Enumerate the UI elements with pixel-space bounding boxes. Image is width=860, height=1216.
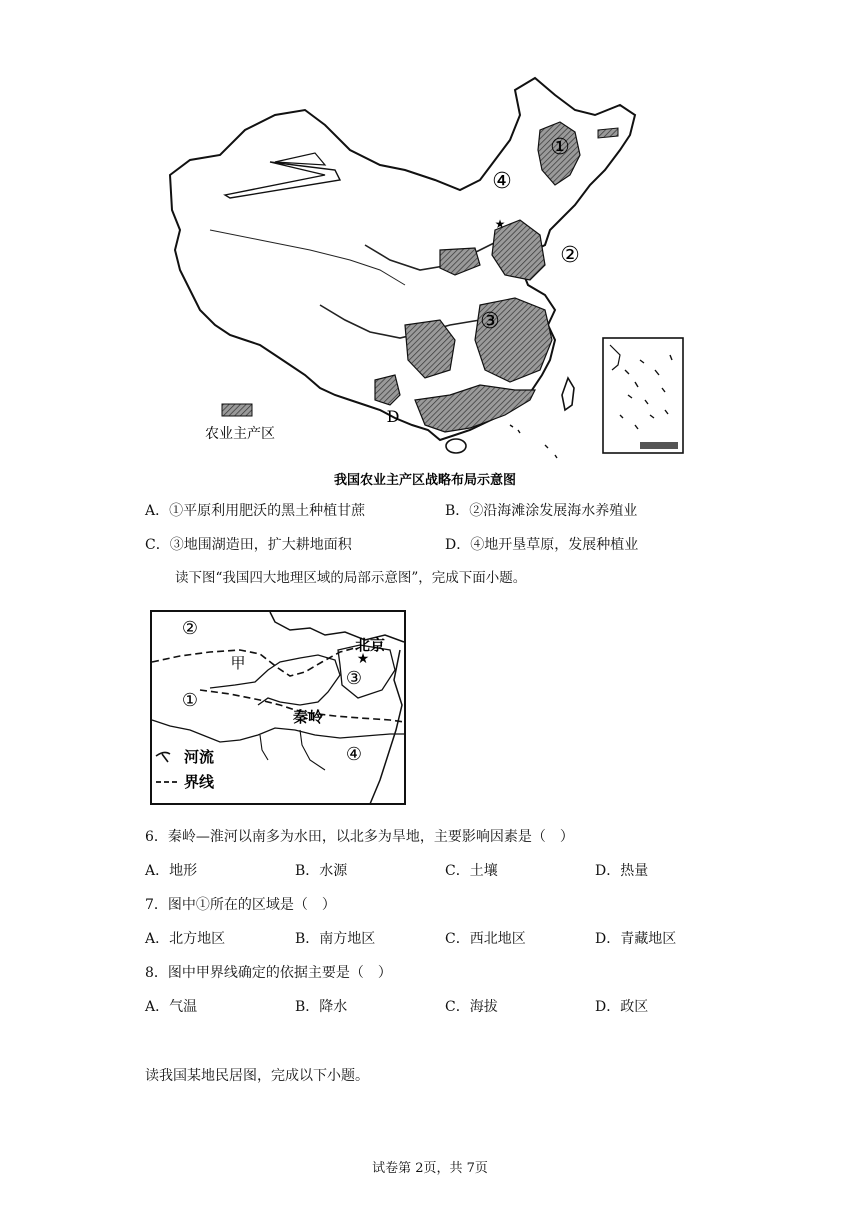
qinling-label: 秦岭 bbox=[292, 708, 324, 726]
legend-label: 农业主产区 bbox=[205, 426, 275, 442]
region-3-label: ③ bbox=[345, 668, 363, 689]
production-area-south bbox=[415, 385, 535, 432]
q8-option-a: A．气温 bbox=[145, 999, 198, 1015]
intro-residence: 读我国某地民居图，完成以下小题。 bbox=[145, 1068, 369, 1084]
q6-option-b: B．水源 bbox=[295, 863, 348, 879]
q5-option-a: A．①平原利用肥沃的黑土种植甘蔗 bbox=[145, 503, 366, 519]
svg-text:★: ★ bbox=[356, 651, 370, 667]
q7-option-a: A．北方地区 bbox=[145, 931, 226, 947]
q5-option-b: B．②沿海滩涂发展海水养殖业 bbox=[445, 503, 638, 519]
marker-1: ① bbox=[550, 135, 570, 160]
production-area-sichuan bbox=[405, 320, 455, 378]
question-8-stem: 8．图中甲界线确定的依据主要是（ ） bbox=[145, 965, 392, 981]
marker-3: ③ bbox=[480, 309, 500, 334]
region-4-label: ④ bbox=[345, 744, 363, 765]
q8-option-c: C．海拔 bbox=[445, 999, 498, 1015]
letter-d: D bbox=[386, 407, 400, 426]
q6-option-d: D．热量 bbox=[595, 863, 649, 879]
region-1-label: ① bbox=[181, 690, 199, 711]
q6-option-c: C．土壤 bbox=[445, 863, 498, 879]
legend-swatch bbox=[222, 404, 252, 416]
intro-map2: 读下图“我国四大地理区域的局部示意图”，完成下面小题。 bbox=[175, 570, 527, 586]
q5-option-d: D．④地开垦草原，发展种植业 bbox=[445, 537, 639, 553]
beijing-label: 北京 bbox=[354, 636, 386, 654]
production-area-hetao bbox=[440, 248, 480, 275]
q7-option-b: B．南方地区 bbox=[295, 931, 376, 947]
svg-text:★: ★ bbox=[494, 217, 506, 231]
jia-label: 甲 bbox=[230, 654, 246, 672]
q8-option-d: D．政区 bbox=[595, 999, 649, 1015]
south-china-sea-inset bbox=[603, 338, 683, 453]
q6-option-a: A．地形 bbox=[145, 863, 198, 879]
production-area-yunnan bbox=[375, 375, 400, 405]
china-agriculture-map bbox=[150, 70, 700, 490]
marker-2: ② bbox=[560, 243, 580, 268]
legend-river: 河流 bbox=[184, 748, 215, 766]
q5-option-c: C．③地围湖造田，扩大耕地面积 bbox=[145, 537, 352, 553]
legend-boundary: 界线 bbox=[184, 773, 215, 791]
question-6-stem: 6．秦岭—淮河以南多为水田，以北多为旱地，主要影响因素是（ ） bbox=[145, 829, 574, 845]
map1-caption: 我国农业主产区战略布局示意图 bbox=[333, 473, 517, 488]
marker-4: ④ bbox=[492, 169, 512, 194]
q7-option-c: C．西北地区 bbox=[445, 931, 526, 947]
page-footer: 试卷第 2页，共 7页 bbox=[372, 1161, 488, 1176]
four-regions-map bbox=[150, 610, 406, 806]
q7-option-d: D．青藏地区 bbox=[595, 931, 677, 947]
region-2-label: ② bbox=[181, 618, 199, 639]
question-7-stem: 7．图中①所在的区域是（ ） bbox=[145, 897, 336, 913]
q8-option-b: B．降水 bbox=[295, 999, 348, 1015]
